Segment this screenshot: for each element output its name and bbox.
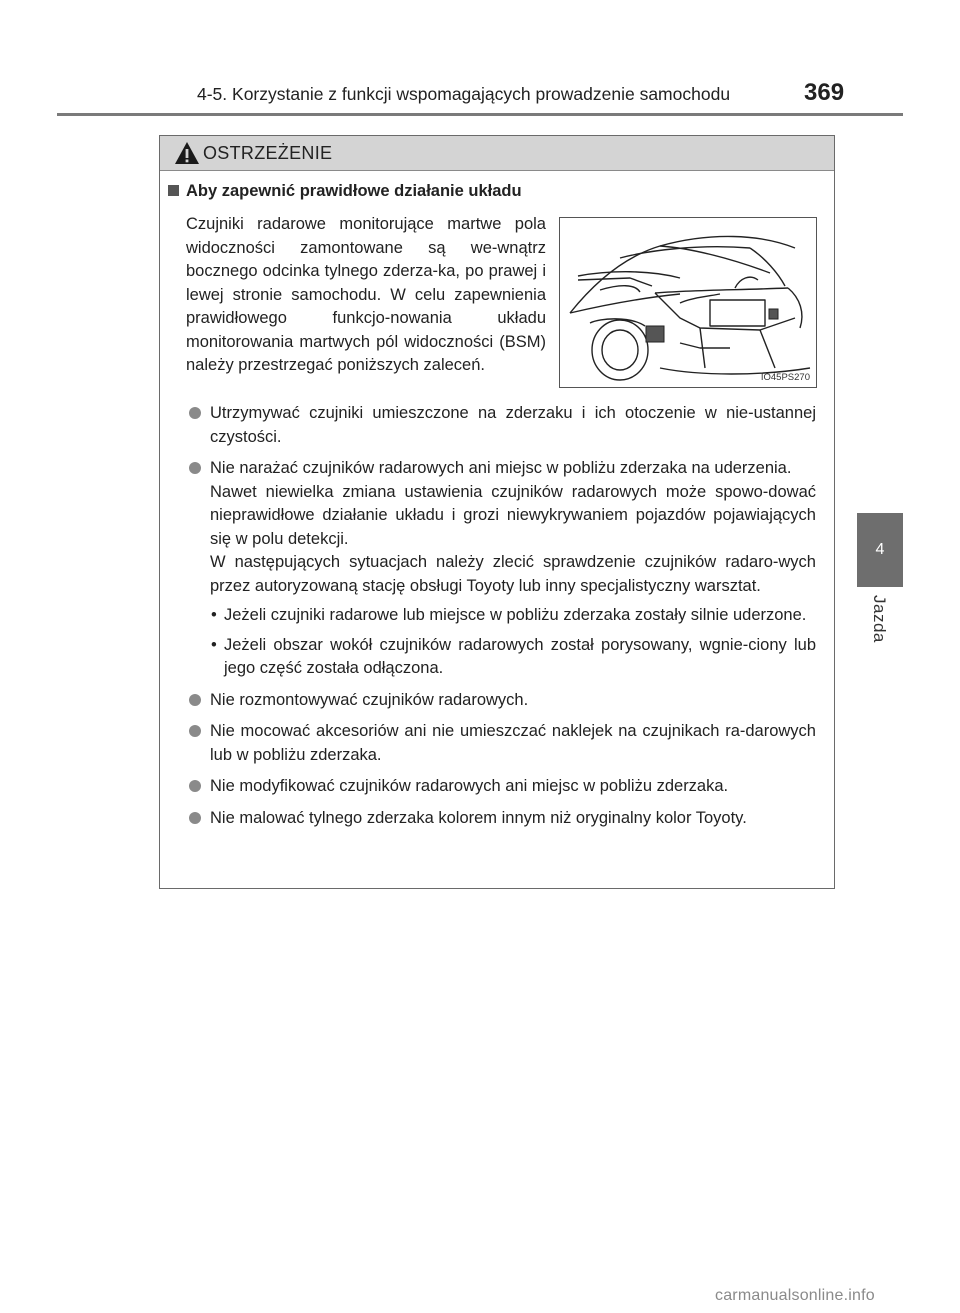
sub-bullet-marker: • [211,635,217,654]
list-item-text: Nie malować tylnego zderzaka kolorem innym niż oryginalny kolor Toyoty. [210,808,747,827]
section-heading [168,182,522,201]
warning-box [159,135,835,889]
list-item-text: Nie rozmontowywać czujników radarowych. [210,690,529,709]
sub-list-item [210,634,816,681]
list-item-text: Utrzymywać czujniki umieszczone na zderzaku i ich otoczenie w nie-ustannej czystości. [210,404,816,446]
bullet-list [188,402,816,838]
chapter-number: 4 [875,541,885,558]
round-bullet-icon [189,812,201,824]
watermark: carmanualsonline.info [715,1287,875,1304]
list-item [188,720,816,767]
list-item-text: Nie mocować akcesoriów ani nie umieszczać naklejek na czujnikach ra-darowych lub w pobliżu zderzaka. [210,722,816,764]
list-item-text: Nie narażać czujników radarowych ani miejsc w pobliżu zderzaka na uderzenia. [210,459,792,477]
running-header: 4-5. Korzystanie z funkcji wspomagających prowadzenie samochodu [197,84,731,104]
chapter-label [857,595,903,655]
figure-code: IO45PS270 [760,372,810,383]
sub-list-item-text: Jeżeli obszar wokół czujników radarowych został porysowany, wgnie-ciony lub jego część została odłączona. [224,635,816,677]
warning-triangle-icon [174,141,200,165]
round-bullet-icon [189,780,201,792]
round-bullet-icon [189,407,201,419]
warning-title: OSTRZEŻENIE [203,143,333,163]
list-item-note: Nawet niewielka zmiana ustawienia czujników radarowych może spowo-dować nieprawidłowe działanie układu i grozi niewykrywaniem pojazdów pojawiających się w polu detekcji. [210,482,816,548]
sub-bullet-marker: • [211,606,217,624]
intro-paragraph: Czujniki radarowe monitorujące martwe pola widoczności zamontowane są we-wnątrz bocznego odcinka tylnego zderza-ka, po prawej i lewej stronie samochodu. W celu zapewnienia prawidłowego funkcjo-nowania układu monitorowania martwych pól widoczności (BSM) należy przestrzegać poniższych zaleceń. [186,215,546,374]
list-item [188,775,816,799]
round-bullet-icon [189,694,201,706]
list-item [188,807,816,831]
list-item-note: W następujących sytuacjach należy zlecić sprawdzenie czujników radaro-wych przez autoryzowaną stację obsługi Toyoty lub inny specjalistyczny warsztat. [210,553,816,595]
chapter-tab [857,513,903,587]
section-heading-text: Aby zapewnić prawidłowe działanie układu [186,182,522,200]
sub-list-item [210,604,816,628]
square-bullet-icon [168,185,179,196]
sub-list-item-text: Jeżeli czujniki radarowe lub miejsce w pobliżu zderzaka zostały silnie uderzone. [224,606,807,624]
page-number: 369 [804,79,845,106]
warning-header [160,136,834,171]
list-item [188,457,816,681]
round-bullet-icon [189,725,201,737]
list-item-text: Nie modyfikować czujników radarowych ani miejsc w pobliżu zderzaka. [210,777,729,795]
header-divider [57,113,903,116]
list-item [188,689,816,713]
list-item [188,402,816,449]
round-bullet-icon [189,462,201,474]
chapter-label-text: Jazda [870,595,889,643]
car-rear-illustration [559,217,817,388]
car-rear-drawing [560,218,816,387]
